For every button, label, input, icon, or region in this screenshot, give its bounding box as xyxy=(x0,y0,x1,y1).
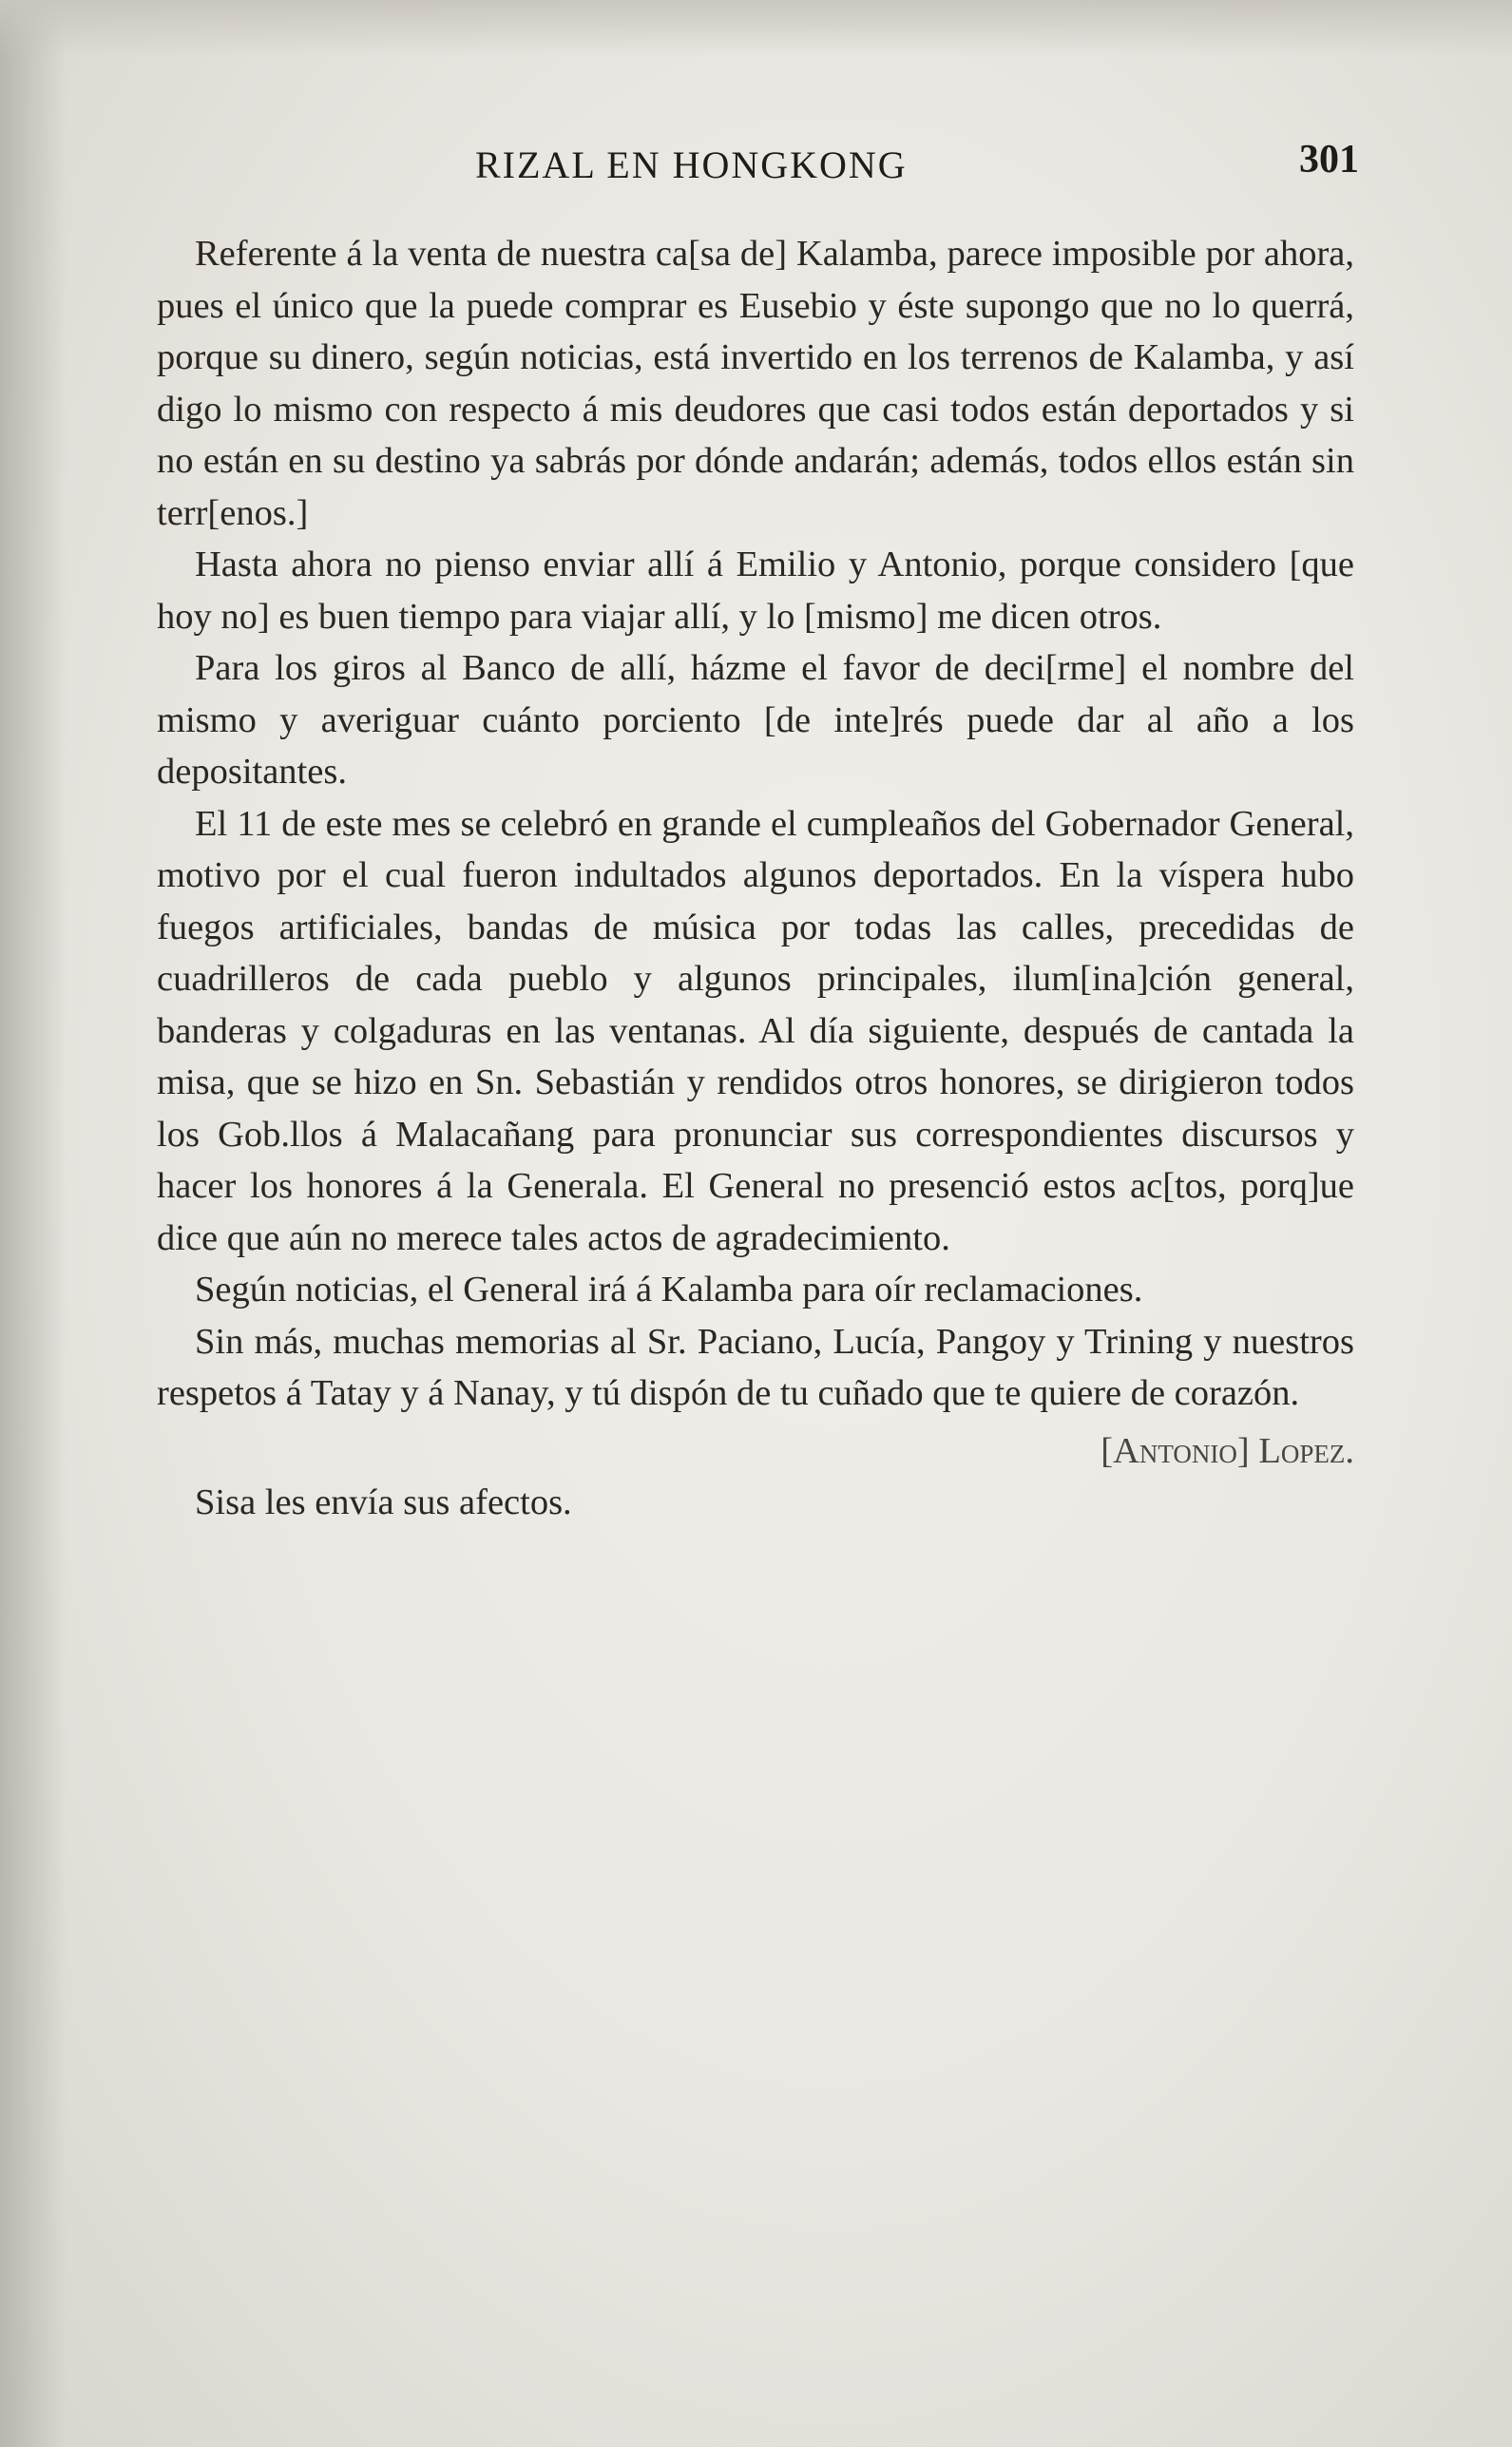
paragraph-birthday: El 11 de este mes se celebró en grande el cumpleaños del Gobernador General, motivo por el cual fueron indultados algunos deportados. En la víspera hubo fuegos artificiales, bandas de música por todas las calles, precedidas de cuadrilleros de cada pueblo y algunos principales, ilum[ina]ción general, banderas y colgaduras en las ventanas. Al día siguiente, después de cantada la misa, que se hizo en Sn. Sebastián y rendidos otros honores, se dirigieron todos los Gob.llos á Malacañang para pronunciar sus correspondientes discursos y hacer los honores á la Generala. El General no presenció estos ac[tos, porq]ue dice que aún no merece tales actos de agradecimiento. xyxy=(157,803,1354,1258)
letter-body xyxy=(157,228,1354,1529)
running-title: RIZAL EN HONGKONG xyxy=(475,143,908,186)
page-edge-shadow-top xyxy=(0,0,1512,57)
page-number: 301 xyxy=(1299,138,1359,182)
paragraph-travel: Hasta ahora no pienso enviar allí á Emilio y Antonio, porque considero [que hoy no] es buen tiempo para viajar allí, y lo [mismo] me dicen otros. xyxy=(157,545,1354,637)
page-edge-shadow-left xyxy=(0,0,67,2447)
paragraph-house-sale: Referente á la venta de nuestra ca[sa de] Kalamba, parece imposible por ahora, pues el único que la puede comprar es Eusebio y éste supongo que no lo querrá, porque su dinero, según noticias, está invertido en los terrenos de Kalamba, y así digo lo mismo con respecto á mis deudores que casi todos están deportados y si no están en su destino ya sabrás por dónde andarán; además, todos ellos están sin terr[enos.] xyxy=(157,234,1354,533)
postscript: Sisa les envía sus afectos. xyxy=(195,1482,572,1522)
paragraph-news: Según noticias, el General irá á Kalamba para oír reclamaciones. xyxy=(195,1270,1143,1310)
page-header xyxy=(152,133,1359,200)
signature: [Antonio] Lopez. xyxy=(1101,1430,1354,1471)
paragraph-closing: Sin más, muchas memorias al Sr. Paciano, Lucía, Pangoy y Trining y nuestros respetos á Tatay y á Nanay, y tú dispón de tu cuñado que te quiere de corazón. xyxy=(157,1321,1354,1413)
paragraph-bank: Para los giros al Banco de allí, házme el favor de deci[rme] el nombre del mismo y averiguar cuánto porciento [de inte]rés puede dar al año a los depositantes. xyxy=(157,648,1354,792)
